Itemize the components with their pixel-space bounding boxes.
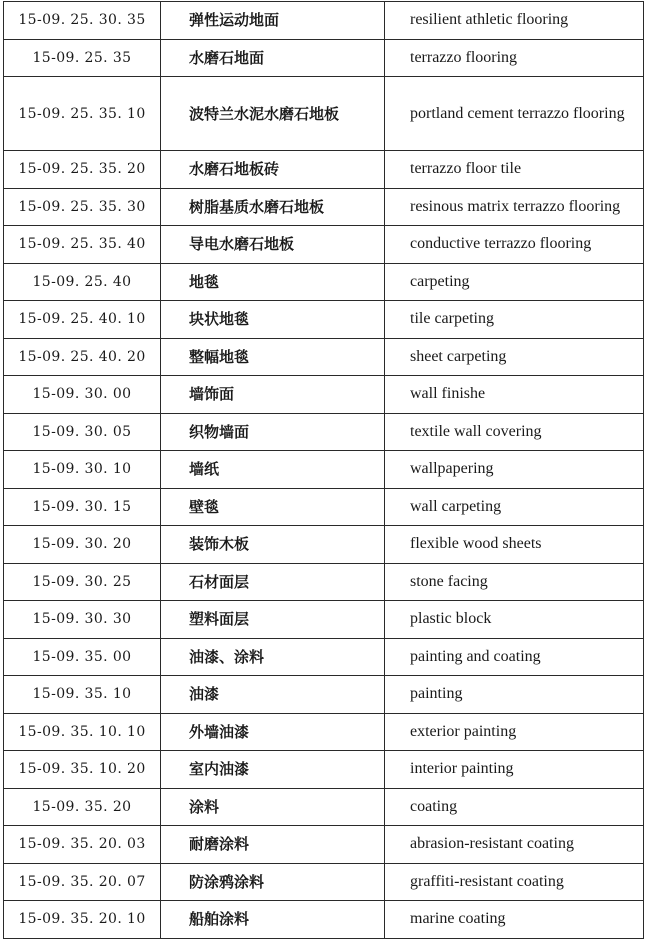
terminology-table	[3, 1, 644, 939]
term-chinese: 涂料	[161, 788, 385, 826]
term-english: marine coating	[385, 901, 644, 939]
table-row	[4, 638, 644, 676]
term-chinese: 油漆	[161, 676, 385, 714]
term-chinese: 壁毯	[161, 488, 385, 526]
term-code: 15-09. 35. 20. 07	[4, 863, 161, 901]
term-english: tile carpeting	[385, 301, 644, 339]
term-english: resilient athletic flooring	[385, 2, 644, 40]
term-chinese: 墙饰面	[161, 376, 385, 414]
table-row	[4, 39, 644, 77]
term-english: wall carpeting	[385, 488, 644, 526]
table-row	[4, 863, 644, 901]
term-chinese: 地毯	[161, 263, 385, 301]
term-english: interior painting	[385, 751, 644, 789]
term-code: 15-09. 25. 35. 40	[4, 226, 161, 264]
term-chinese: 船舶涂料	[161, 901, 385, 939]
term-chinese: 波特兰水泥水磨石地板	[161, 77, 385, 151]
term-english: painting	[385, 676, 644, 714]
term-chinese: 树脂基质水磨石地板	[161, 188, 385, 226]
table-row	[4, 601, 644, 639]
term-code: 15-09. 35. 20. 10	[4, 901, 161, 939]
table-row	[4, 751, 644, 789]
term-code: 15-09. 25. 40. 10	[4, 301, 161, 339]
table-row	[4, 676, 644, 714]
term-english: coating	[385, 788, 644, 826]
term-english: painting and coating	[385, 638, 644, 676]
term-chinese: 石材面层	[161, 563, 385, 601]
term-english: exterior painting	[385, 713, 644, 751]
term-code: 15-09. 35. 00	[4, 638, 161, 676]
table-row	[4, 338, 644, 376]
term-chinese: 水磨石地板砖	[161, 151, 385, 189]
term-code: 15-09. 25. 40	[4, 263, 161, 301]
term-chinese: 水磨石地面	[161, 39, 385, 77]
term-chinese: 室内油漆	[161, 751, 385, 789]
table-row	[4, 151, 644, 189]
term-code: 15-09. 25. 35. 10	[4, 77, 161, 151]
term-code: 15-09. 30. 10	[4, 451, 161, 489]
term-code: 15-09. 35. 10. 10	[4, 713, 161, 751]
table-row	[4, 226, 644, 264]
term-code: 15-09. 35. 20. 03	[4, 826, 161, 864]
term-english: textile wall covering	[385, 413, 644, 451]
term-chinese: 装饰木板	[161, 526, 385, 564]
term-code: 15-09. 25. 35. 20	[4, 151, 161, 189]
term-chinese: 防涂鸦涂料	[161, 863, 385, 901]
term-code: 15-09. 25. 40. 20	[4, 338, 161, 376]
table-row	[4, 2, 644, 40]
term-code: 15-09. 35. 10	[4, 676, 161, 714]
term-chinese: 油漆、涂料	[161, 638, 385, 676]
term-english: wallpapering	[385, 451, 644, 489]
term-code: 15-09. 25. 35	[4, 39, 161, 77]
term-code: 15-09. 35. 20	[4, 788, 161, 826]
table-row	[4, 901, 644, 939]
term-english: graffiti-resistant coating	[385, 863, 644, 901]
term-english: portland cement terrazzo flooring	[385, 77, 644, 151]
term-code: 15-09. 30. 00	[4, 376, 161, 414]
term-code: 15-09. 30. 15	[4, 488, 161, 526]
term-code: 15-09. 25. 35. 30	[4, 188, 161, 226]
term-english: abrasion-resistant coating	[385, 826, 644, 864]
term-english: conductive terrazzo flooring	[385, 226, 644, 264]
term-english: terrazzo flooring	[385, 39, 644, 77]
table-row	[4, 188, 644, 226]
table-row	[4, 788, 644, 826]
term-english: carpeting	[385, 263, 644, 301]
term-english: flexible wood sheets	[385, 526, 644, 564]
term-chinese: 整幅地毯	[161, 338, 385, 376]
term-english: sheet carpeting	[385, 338, 644, 376]
term-chinese: 导电水磨石地板	[161, 226, 385, 264]
table-row	[4, 713, 644, 751]
term-english: stone facing	[385, 563, 644, 601]
table-row	[4, 263, 644, 301]
term-chinese: 耐磨涂料	[161, 826, 385, 864]
table-row	[4, 826, 644, 864]
term-chinese: 塑料面层	[161, 601, 385, 639]
term-english: terrazzo floor tile	[385, 151, 644, 189]
table-row	[4, 526, 644, 564]
term-code: 15-09. 35. 10. 20	[4, 751, 161, 789]
term-chinese: 块状地毯	[161, 301, 385, 339]
table-row	[4, 563, 644, 601]
term-code: 15-09. 30. 30	[4, 601, 161, 639]
table-row	[4, 451, 644, 489]
term-chinese: 弹性运动地面	[161, 2, 385, 40]
term-code: 15-09. 30. 05	[4, 413, 161, 451]
term-code: 15-09. 30. 25	[4, 563, 161, 601]
table-row	[4, 488, 644, 526]
term-english: resinous matrix terrazzo flooring	[385, 188, 644, 226]
table-row	[4, 376, 644, 414]
term-english: plastic block	[385, 601, 644, 639]
term-chinese: 外墙油漆	[161, 713, 385, 751]
term-code: 15-09. 25. 30. 35	[4, 2, 161, 40]
table-row	[4, 301, 644, 339]
table-row	[4, 77, 644, 151]
term-english: wall finishe	[385, 376, 644, 414]
table-row	[4, 413, 644, 451]
term-code: 15-09. 30. 20	[4, 526, 161, 564]
term-chinese: 墙纸	[161, 451, 385, 489]
term-chinese: 织物墙面	[161, 413, 385, 451]
